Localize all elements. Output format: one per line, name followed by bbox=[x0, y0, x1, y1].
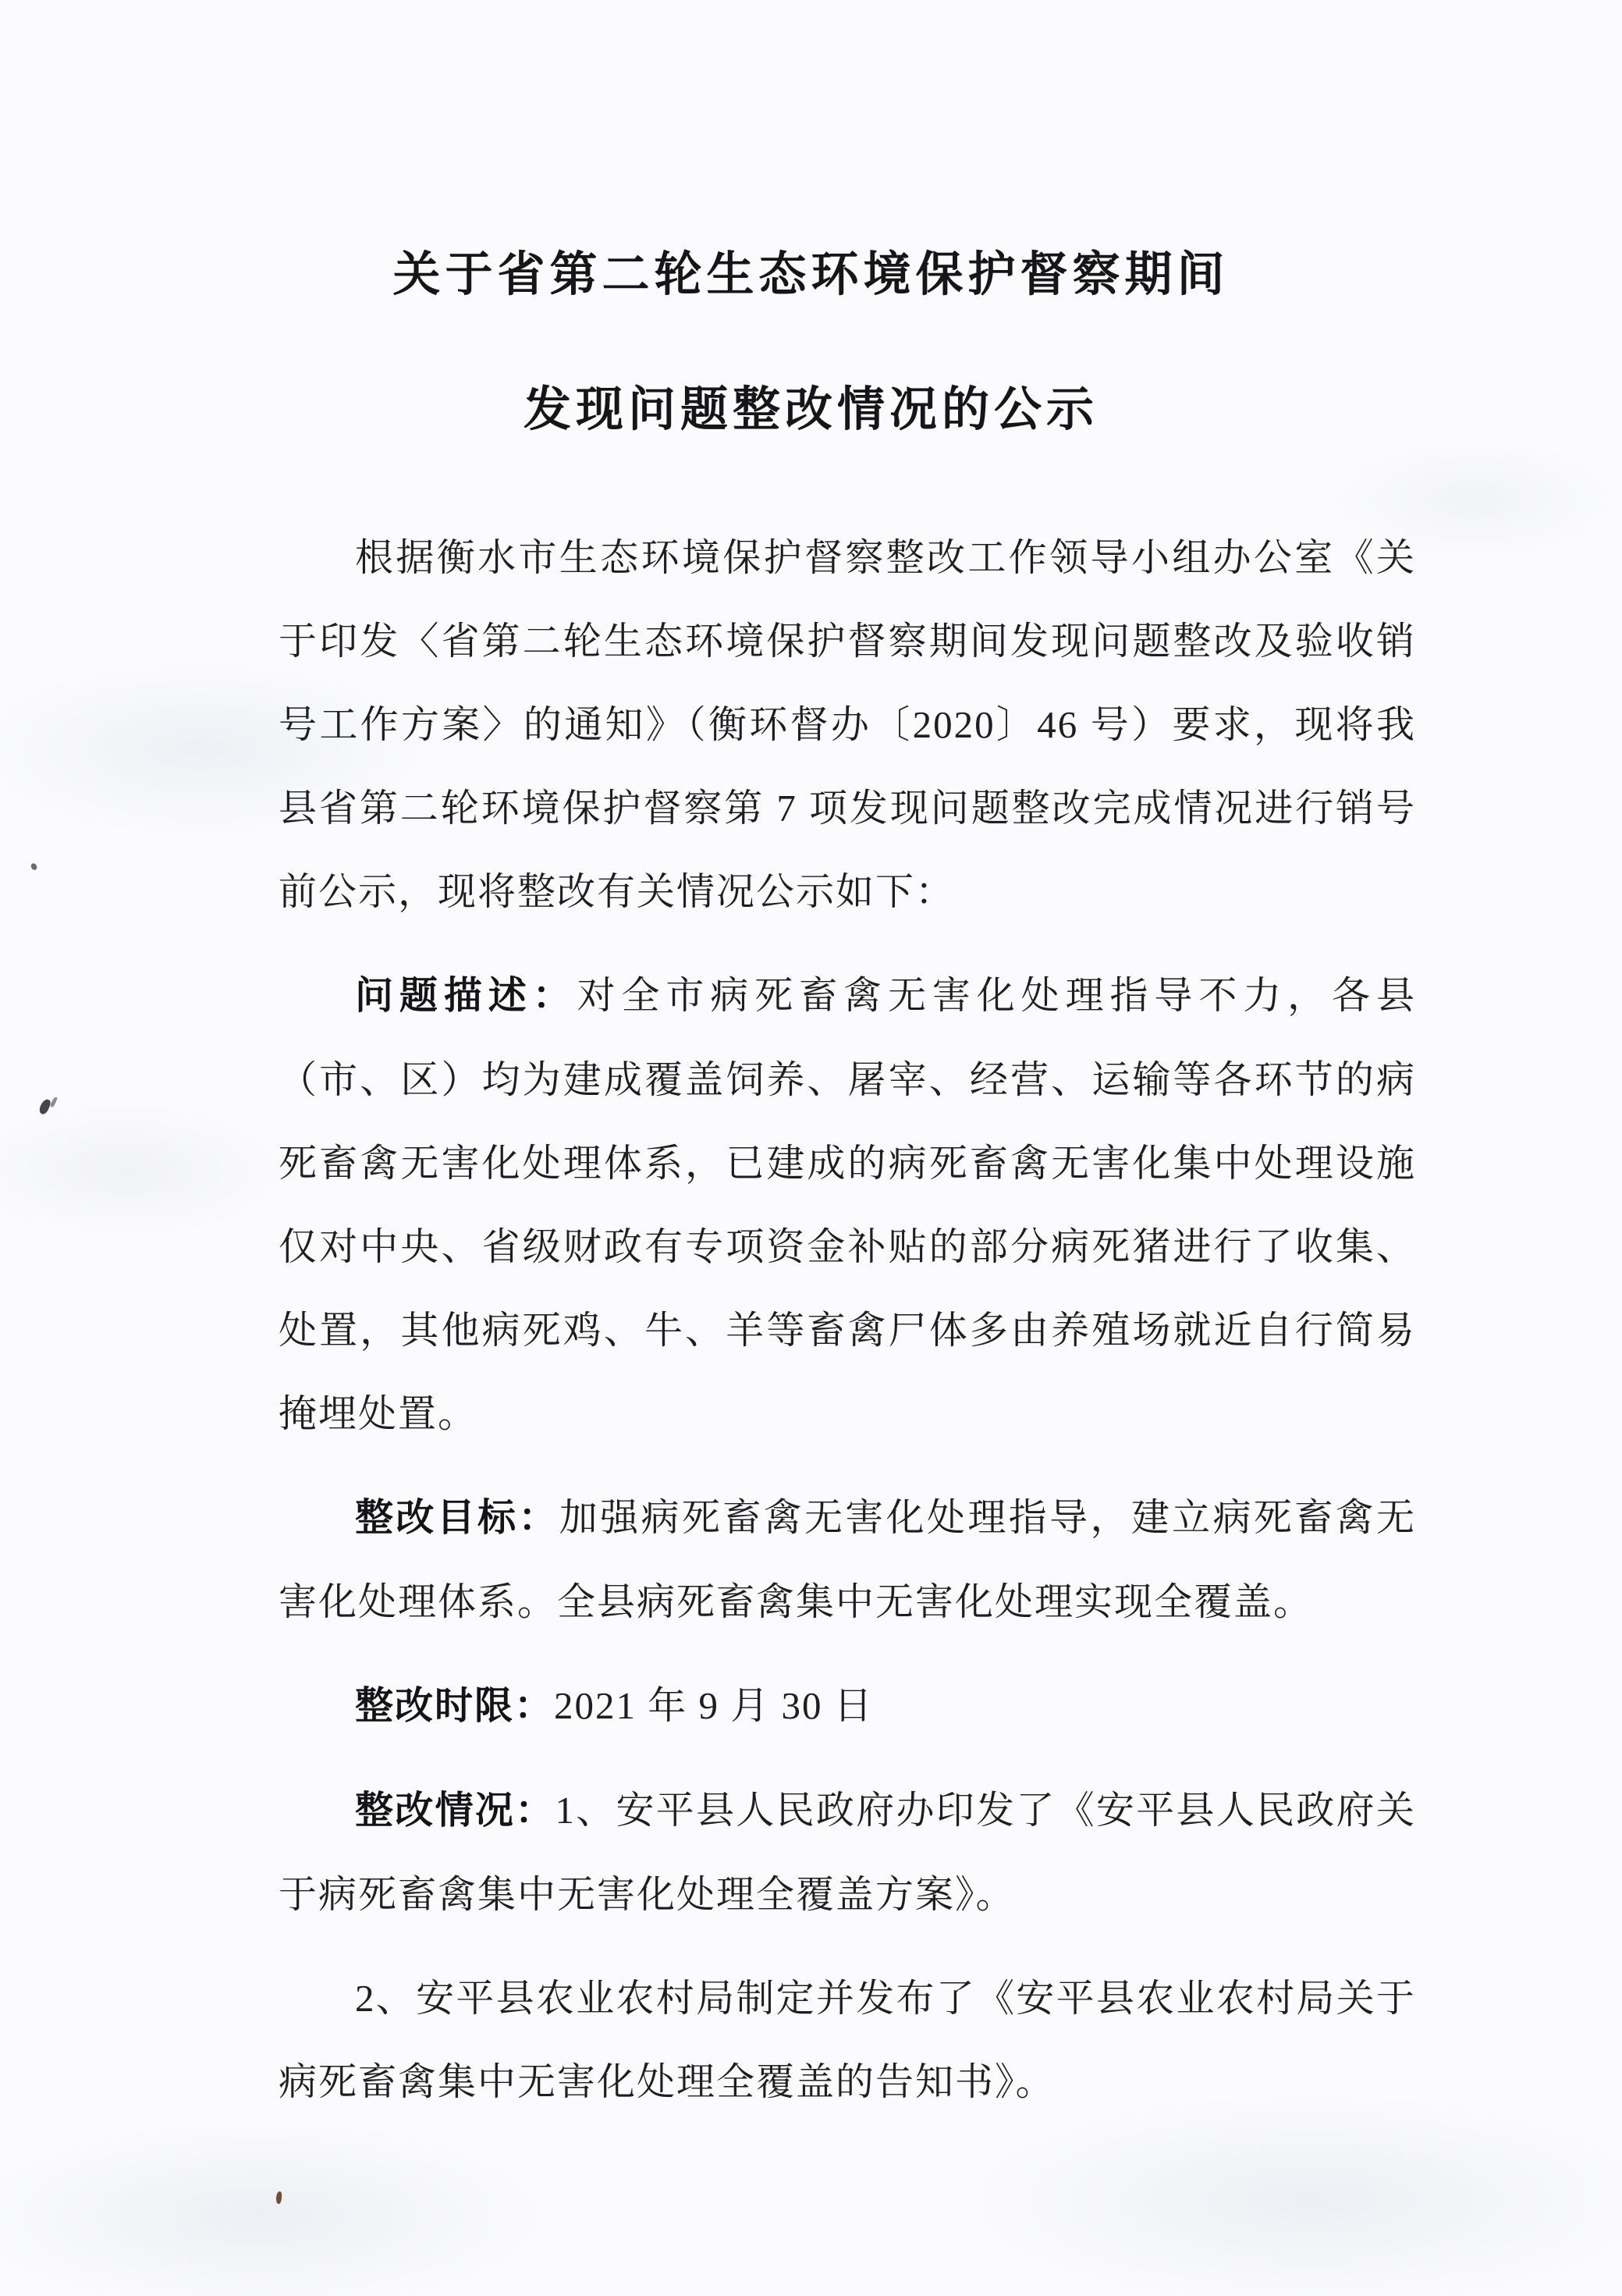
paragraph: 整改时限：2021 年 9 月 30 日 bbox=[355, 1684, 874, 1727]
scan-speck bbox=[30, 862, 38, 871]
paragraph: 2、安平县农业农村局制定并发布了《安平县农业农村局关于病死畜禽集中无害化处理全覆盖的告知书》。 bbox=[279, 1977, 1416, 2103]
document-body bbox=[279, 516, 1416, 2144]
scan-speck bbox=[275, 2191, 282, 2205]
document-title-line-2: 发现问题整改情况的公示 bbox=[523, 383, 1098, 436]
paragraph: 根据衡水市生态环境保护督察整改工作领导小组办公室《关于印发〈省第二轮生态环境保护督察期间发现问题整改及验收销号工作方案〉的通知》（衡环督办〔2020〕46 号）要求，现将我县省第二轮环境保护督察第 7 项发现问题整改完成情况进行销号前公示，现将整改有关情况公示如下： bbox=[279, 536, 1416, 913]
paragraph-label: 整改情况： bbox=[355, 1790, 555, 1832]
paragraph-label: 问题描述： bbox=[355, 975, 577, 1017]
paragraph: 问题描述：对全市病死畜禽无害化处理指导不力，各县（市、区）均为建成覆盖饲养、屠宰、经营、运输等各环节的病死畜禽无害化处理体系，已建成的病死畜禽无害化集中处理设施仅对中央、省级财政有专项资金补贴的部分病死猪进行了收集、处置，其他病死鸡、牛、羊等畜禽尸体多由养殖场就近自行简易掩埋处置。 bbox=[279, 974, 1416, 1435]
paragraph-label: 整改时限： bbox=[355, 1685, 555, 1727]
paragraph-label: 整改目标： bbox=[355, 1497, 559, 1539]
document-title bbox=[0, 208, 1622, 478]
paragraph: 整改目标：加强病死畜禽无害化处理指导，建立病死畜禽无害化处理体系。全县病死畜禽集中无害化处理实现全覆盖。 bbox=[279, 1496, 1416, 1623]
scan-speck bbox=[37, 1098, 51, 1116]
document-title-line-1: 关于省第二轮生态环境保护督察期间 bbox=[392, 248, 1230, 301]
paragraph: 整改情况：1、安平县人民政府办印发了《安平县人民政府关于病死畜禽集中无害化处理全覆盖方案》。 bbox=[279, 1789, 1416, 1916]
